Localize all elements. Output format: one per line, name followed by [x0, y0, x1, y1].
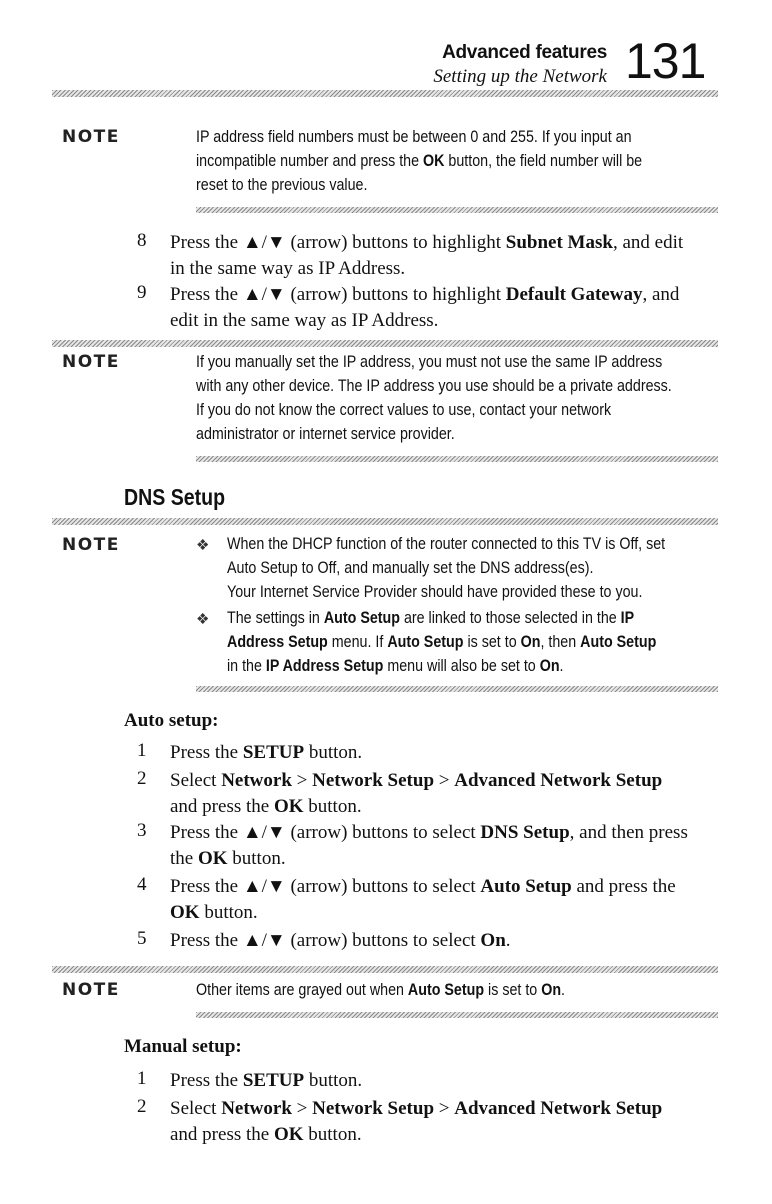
page-number: 131	[625, 33, 706, 89]
step-text: Select Network > Network Setup > Advanced Network Setup and press the OK button.	[170, 1098, 663, 1145]
step-number: 3	[137, 820, 147, 841]
step-text: Press the ▲/▼ (arrow) buttons to select DNS Setup, and then press the OK button.	[170, 822, 688, 869]
note-text: Address Setup menu. If Auto Setup is set to On, then Auto Setup	[227, 632, 657, 651]
step-text: Press the ▲/▼ (arrow) buttons to select On.	[170, 930, 511, 951]
step-number: 2	[137, 768, 147, 789]
manual-setup-heading: Manual setup:	[124, 1036, 242, 1057]
step-text: Press the ▲/▼ (arrow) buttons to highlight Default Gateway, and edit in the same way as IP Address.	[170, 284, 680, 331]
note-label: NOTE	[62, 980, 120, 1000]
subsection-title: Setting up the Network	[433, 66, 607, 87]
step-number: 4	[137, 874, 147, 895]
note-text: When the DHCP function of the router connected to this TV is Off, set	[227, 534, 666, 553]
section-title: Advanced features	[442, 42, 607, 63]
note-text: If you manually set the IP address, you must not use the same IP address	[196, 352, 663, 371]
section-rule	[52, 340, 718, 347]
note-label: NOTE	[62, 127, 120, 147]
note-text: administrator or internet service provider.	[196, 424, 455, 443]
note-rule	[196, 207, 718, 213]
note-text: IP address field numbers must be between 0 and 255. If you input an	[196, 127, 632, 146]
header-rule	[52, 90, 718, 97]
diamond-bullet-icon: ❖	[196, 612, 210, 628]
note-text: with any other device. The IP address you use should be a private address.	[196, 376, 672, 395]
note-text: incompatible number and press the OK button, the field number will be	[196, 151, 643, 170]
note-label: NOTE	[62, 352, 120, 372]
note-rule	[196, 456, 718, 462]
step-number: 5	[137, 928, 147, 949]
note-label: NOTE	[62, 535, 120, 555]
note-text: reset to the previous value.	[196, 175, 368, 194]
note-rule	[196, 686, 718, 692]
auto-setup-heading: Auto setup:	[124, 710, 219, 731]
step-text: Press the SETUP button.	[170, 742, 363, 763]
note-text: Your Internet Service Provider should have provided these to you.	[227, 582, 643, 601]
step-number: 1	[137, 1068, 147, 1089]
dns-setup-heading: DNS Setup	[124, 484, 226, 510]
step-number: 2	[137, 1096, 147, 1117]
step-number: 8	[137, 230, 147, 251]
section-rule	[52, 966, 718, 973]
step-number: 1	[137, 740, 147, 761]
note-text: in the IP Address Setup menu will also be set to On.	[227, 656, 564, 675]
step-number: 9	[137, 282, 147, 303]
step-text: Press the ▲/▼ (arrow) buttons to highlight Subnet Mask, and edit in the same way as IP Address.	[170, 232, 684, 279]
step-text: Select Network > Network Setup > Advanced Network Setup and press the OK button.	[170, 770, 663, 817]
note-text: The settings in Auto Setup are linked to those selected in the IP	[227, 608, 635, 627]
section-rule	[52, 518, 718, 525]
note-text: Other items are grayed out when Auto Setup is set to On.	[196, 980, 566, 999]
step-text: Press the ▲/▼ (arrow) buttons to select Auto Setup and press the OK button.	[170, 876, 676, 923]
diamond-bullet-icon: ❖	[196, 538, 210, 554]
note-rule	[196, 1012, 718, 1018]
note-text: Auto Setup to Off, and manually set the DNS address(es).	[227, 558, 594, 577]
step-text: Press the SETUP button.	[170, 1070, 363, 1091]
note-text: If you do not know the correct values to use, contact your network	[196, 400, 612, 419]
